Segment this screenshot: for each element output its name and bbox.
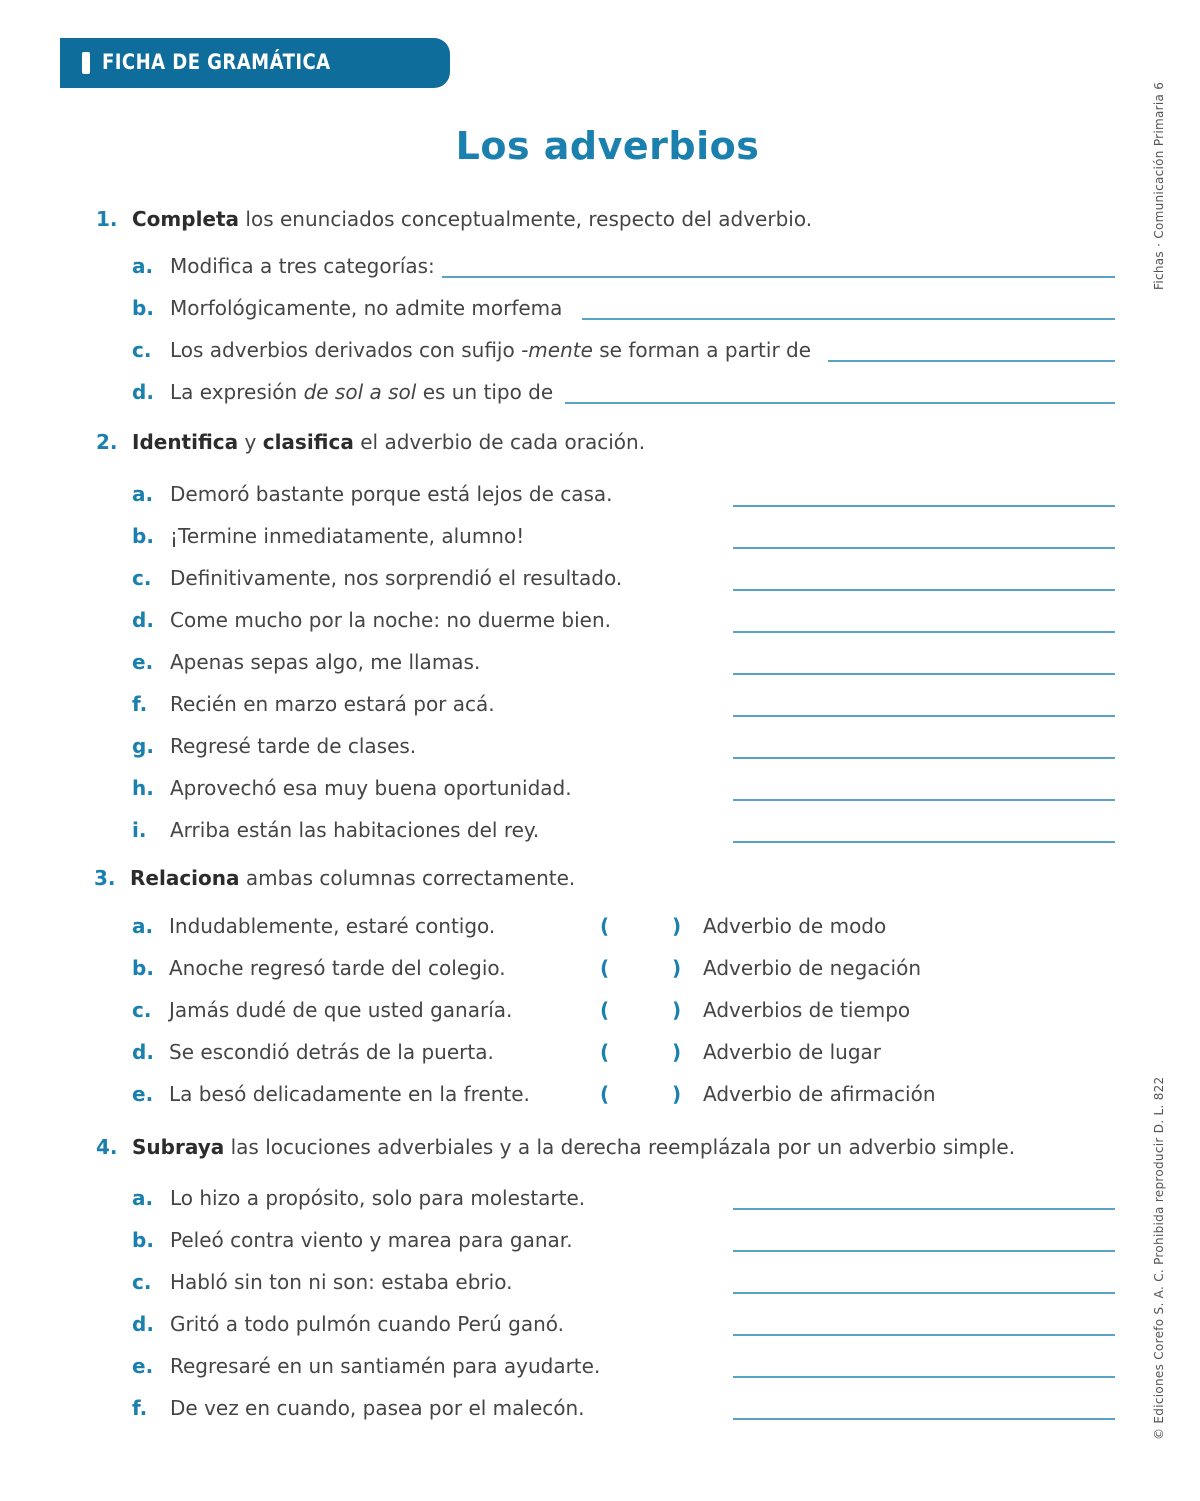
item-letter: h.: [132, 776, 154, 800]
q2-item-i: [132, 818, 539, 842]
answer-line[interactable]: [733, 631, 1115, 633]
q3-item-c: [132, 998, 512, 1022]
item-letter: e.: [132, 1082, 154, 1106]
answer-line[interactable]: [733, 1292, 1115, 1294]
item-letter: d.: [132, 608, 154, 632]
banner-label: FICHA DE GRAMÁTICA: [102, 50, 331, 74]
answer-line[interactable]: [582, 318, 1115, 320]
q1-item-c: [132, 338, 811, 362]
item-letter: d.: [132, 380, 154, 404]
item-letter: b.: [132, 296, 154, 320]
answer-line[interactable]: [733, 1418, 1115, 1420]
question-text: ambas columnas correctamente.: [239, 866, 576, 890]
match-option: Adverbio de lugar: [703, 1040, 881, 1064]
answer-line[interactable]: [733, 841, 1115, 843]
item-text: Anoche regresó tarde del colegio.: [169, 956, 506, 980]
item-text: Indudablemente, estaré contigo.: [169, 914, 496, 938]
item-text: se forman a partir de: [592, 338, 812, 362]
q2-item-d: [132, 608, 611, 632]
item-text: Demoró bastante porque está lejos de casa.: [170, 482, 613, 506]
side-text-top: Fichas · Comunicación Primaria 6: [1152, 81, 1166, 290]
paren-close: ): [672, 914, 682, 938]
paren-open: (: [600, 956, 610, 980]
answer-line[interactable]: [733, 547, 1115, 549]
item-text: Definitivamente, nos sorprendió el resultado.: [170, 566, 623, 590]
item-text: Recién en marzo estará por acá.: [170, 692, 495, 716]
q4-item-c: [132, 1270, 512, 1294]
item-text: De vez en cuando, pasea por el malecón.: [170, 1396, 585, 1420]
question-2: [96, 430, 645, 454]
item-letter: a.: [132, 482, 154, 506]
item-text: Lo hizo a propósito, solo para molestarte.: [170, 1186, 586, 1210]
question-number: 3.: [94, 866, 116, 890]
item-letter: b.: [132, 524, 154, 548]
side-text-bottom: © Ediciones Corefo S. A. C. Prohibida reproducir D. L. 822: [1152, 1076, 1166, 1440]
item-letter: c.: [132, 998, 152, 1022]
item-text: Apenas sepas algo, me llamas.: [170, 650, 481, 674]
q4-item-b: [132, 1228, 573, 1252]
q3-item-b: [132, 956, 506, 980]
answer-line[interactable]: [733, 757, 1115, 759]
q2-item-e: [132, 650, 480, 674]
paren-close: ): [672, 1082, 682, 1106]
answer-line[interactable]: [733, 1376, 1115, 1378]
item-text: Peleó contra viento y marea para ganar.: [170, 1228, 573, 1252]
item-letter: d.: [132, 1040, 154, 1064]
item-letter: e.: [132, 1354, 154, 1378]
item-letter: e.: [132, 650, 154, 674]
paren-close: ): [672, 1040, 682, 1064]
item-letter: a.: [132, 914, 154, 938]
match-option: Adverbio de modo: [703, 914, 887, 938]
question-4: [96, 1135, 1015, 1159]
item-letter: i.: [132, 818, 147, 842]
answer-line[interactable]: [828, 360, 1115, 362]
question-verb: clasifica: [262, 430, 354, 454]
question-number: 2.: [96, 430, 118, 454]
question-3: [94, 866, 575, 890]
item-text: Los adverbios derivados con sufijo: [170, 338, 522, 362]
answer-line[interactable]: [565, 402, 1115, 404]
item-letter: f.: [132, 1396, 148, 1420]
item-text: La expresión: [170, 380, 304, 404]
item-letter: b.: [132, 1228, 154, 1252]
question-verb: Identifica: [132, 430, 239, 454]
answer-line[interactable]: [733, 1334, 1115, 1336]
item-emphasis: -mente: [521, 338, 593, 362]
q4-item-a: [132, 1186, 585, 1210]
match-option: Adverbio de afirmación: [703, 1082, 936, 1106]
q3-item-e: [132, 1082, 530, 1106]
q2-item-f: [132, 692, 495, 716]
item-text: Come mucho por la noche: no duerme bien.: [170, 608, 611, 632]
question-text: los enunciados conceptualmente, respecto del adverbio.: [239, 207, 813, 231]
match-option: Adverbio de negación: [703, 956, 921, 980]
question-text: y: [238, 430, 263, 454]
q1-item-d: [132, 380, 553, 404]
item-letter: g.: [132, 734, 154, 758]
answer-line[interactable]: [733, 505, 1115, 507]
question-verb: Subraya: [132, 1135, 225, 1159]
q2-item-c: [132, 566, 622, 590]
page-title: Los adverbios: [455, 124, 760, 168]
item-text: es un tipo de: [416, 380, 554, 404]
answer-line[interactable]: [733, 673, 1115, 675]
section-banner: [60, 38, 450, 88]
item-text: Regresé tarde de clases.: [170, 734, 417, 758]
item-text: ¡Termine inmediatamente, alumno!: [170, 524, 525, 548]
answer-line[interactable]: [733, 715, 1115, 717]
item-letter: d.: [132, 1312, 154, 1336]
item-letter: c.: [132, 338, 152, 362]
banner-mark: [82, 52, 90, 74]
q4-item-d: [132, 1312, 564, 1336]
q2-item-h: [132, 776, 572, 800]
paren-close: ): [672, 998, 682, 1022]
item-letter: f.: [132, 692, 148, 716]
question-text: las locuciones adverbiales y a la derecha reemplázala por un adverbio simple.: [224, 1135, 1016, 1159]
q3-item-d: [132, 1040, 494, 1064]
item-emphasis: de sol a sol: [303, 380, 417, 404]
q2-item-a: [132, 482, 613, 506]
question-verb: Completa: [132, 207, 240, 231]
item-text: Morfológicamente, no admite morfema: [170, 296, 563, 320]
question-number: 1.: [96, 207, 118, 231]
paren-open: (: [600, 1082, 610, 1106]
q4-item-e: [132, 1354, 600, 1378]
question-verb: Relaciona: [130, 866, 240, 890]
item-text: Modifica a tres categorías:: [170, 254, 435, 278]
q2-item-g: [132, 734, 416, 758]
answer-line[interactable]: [442, 276, 1115, 278]
question-number: 4.: [96, 1135, 118, 1159]
paren-close: ): [672, 956, 682, 980]
q1-item-a: [132, 254, 435, 278]
paren-open: (: [600, 1040, 610, 1064]
item-letter: a.: [132, 254, 154, 278]
question-text: el adverbio de cada oración.: [353, 430, 646, 454]
item-text: Aprovechó esa muy buena oportunidad.: [170, 776, 572, 800]
q3-item-a: [132, 914, 495, 938]
question-1: [96, 207, 812, 231]
item-letter: c.: [132, 566, 152, 590]
item-letter: a.: [132, 1186, 154, 1210]
item-text: Regresaré en un santiamén para ayudarte.: [170, 1354, 601, 1378]
item-text: Habló sin ton ni son: estaba ebrio.: [170, 1270, 513, 1294]
answer-line[interactable]: [733, 1250, 1115, 1252]
paren-open: (: [600, 998, 610, 1022]
q1-item-b: [132, 296, 562, 320]
paren-open: (: [600, 914, 610, 938]
answer-line[interactable]: [733, 799, 1115, 801]
item-text: La besó delicadamente en la frente.: [169, 1082, 530, 1106]
item-text: Arriba están las habitaciones del rey.: [170, 818, 540, 842]
answer-line[interactable]: [733, 1208, 1115, 1210]
item-letter: c.: [132, 1270, 152, 1294]
item-text: Gritó a todo pulmón cuando Perú ganó.: [170, 1312, 565, 1336]
q2-item-b: [132, 524, 524, 548]
match-option: Adverbios de tiempo: [703, 998, 911, 1022]
q4-item-f: [132, 1396, 585, 1420]
item-text: Se escondió detrás de la puerta.: [169, 1040, 494, 1064]
answer-line[interactable]: [733, 589, 1115, 591]
item-letter: b.: [132, 956, 154, 980]
item-text: Jamás dudé de que usted ganaría.: [169, 998, 513, 1022]
